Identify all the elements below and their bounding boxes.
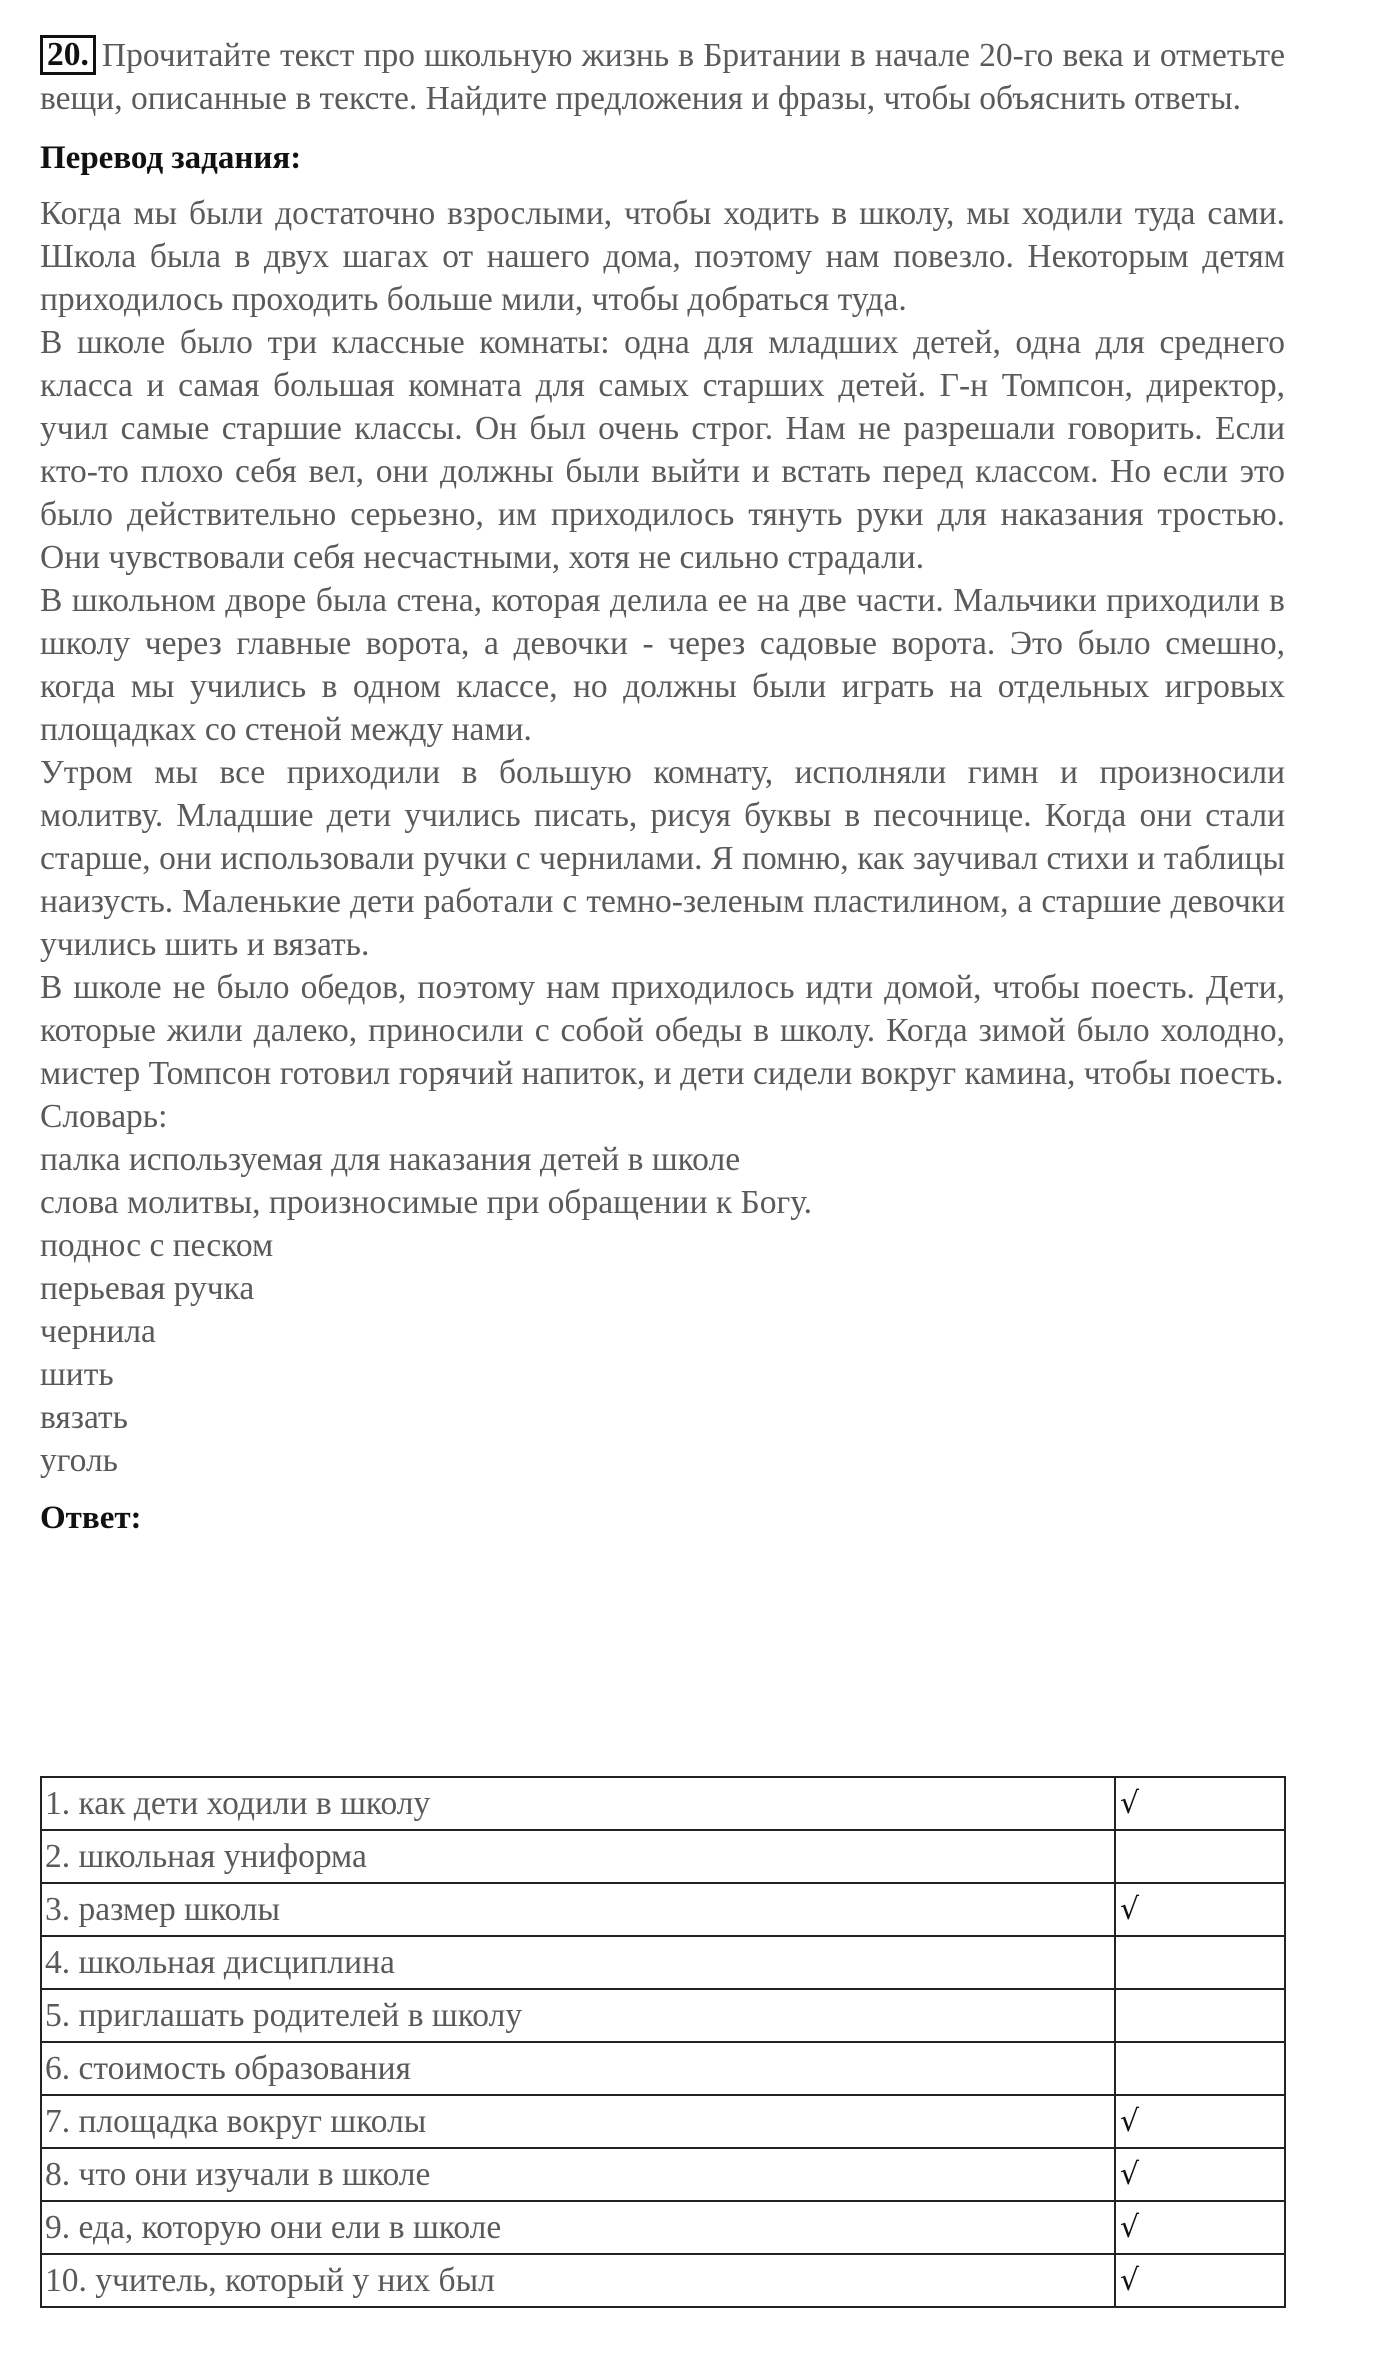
answer-text: 5. приглашать родителей в школу xyxy=(41,1989,1115,2042)
vocabulary-item: поднос с песком xyxy=(40,1227,274,1264)
answer-text: 1. как дети ходили в школу xyxy=(41,1777,1115,1830)
table-row xyxy=(41,1936,1285,1989)
vocabulary-item: шить xyxy=(40,1356,114,1393)
vocabulary-item: слова молитвы, произносимые при обращении к Богу. xyxy=(40,1184,813,1221)
answer-check-mark: √ xyxy=(1115,2201,1285,2254)
translation-text xyxy=(40,192,1285,1095)
paragraph: В школе было три классные комнаты: одна для младших детей, одна для среднего класса и самая большая комната для самых старших детей. Г-н Томпсон, директор, учил самые старшие классы. Он был очень строг. Нам не разрешали говорить. Если кто-то плохо себя вел, они должны были выйти и встать перед классом. Но если это было действительно серьезно, им приходилось тянуть руки для наказания тростью. Они чувствовали себя несчастными, хотя не сильно страдали. xyxy=(40,324,1285,576)
paragraph: В школе не было обедов, поэтому нам приходилось идти домой, чтобы поесть. Дети, которые жили далеко, приносили с собой обеды в школу. Когда зимой было холодно, мистер Томпсон готовил горячий напиток, и дети сидели вокруг камина, чтобы поесть. xyxy=(40,969,1285,1092)
vocabulary-item: палка используемая для наказания детей в школе xyxy=(40,1141,741,1178)
table-row xyxy=(41,1777,1285,1830)
vocabulary xyxy=(40,1095,1285,1482)
answer-text: 6. стоимость образования xyxy=(41,2042,1115,2095)
answer-text: 10. учитель, который у них был xyxy=(41,2254,1115,2307)
answer-check-mark: √ xyxy=(1115,1883,1285,1936)
answer-text: 7. площадка вокруг школы xyxy=(41,2095,1115,2148)
table-row xyxy=(41,1830,1285,1883)
task-header xyxy=(40,34,1285,120)
answer-text: 8. что они изучали в школе xyxy=(41,2148,1115,2201)
answer-check-mark xyxy=(1115,1989,1285,2042)
table-row xyxy=(41,1989,1285,2042)
table-row xyxy=(41,2148,1285,2201)
answer-check-mark: √ xyxy=(1115,1777,1285,1830)
answer-text: 9. еда, которую они ели в школе xyxy=(41,2201,1115,2254)
vocabulary-title: Словарь: xyxy=(40,1098,168,1135)
table-row xyxy=(41,2042,1285,2095)
answer-check-mark: √ xyxy=(1115,2254,1285,2307)
table-row xyxy=(41,1883,1285,1936)
paragraph: Когда мы были достаточно взрослыми, чтобы ходить в школу, мы ходили туда сами. Школа была в двух шагах от нашего дома, поэтому нам повезло. Некоторым детям приходилось проходить больше мили, чтобы добраться туда. xyxy=(40,195,1285,318)
answer-text: 4. школьная дисциплина xyxy=(41,1936,1115,1989)
answer-check-mark xyxy=(1115,1936,1285,1989)
answer-check-mark xyxy=(1115,2042,1285,2095)
task-number: 20. xyxy=(40,35,96,75)
task-instruction: Прочитайте текст про школьную жизнь в Британии в начале 20-го века и отметьте вещи, описанные в тексте. Найдите предложения и фразы, чтобы объяснить ответы. xyxy=(40,37,1285,117)
answer-check-mark xyxy=(1115,1830,1285,1883)
answers-table xyxy=(40,1776,1286,2308)
table-row xyxy=(41,2254,1285,2307)
table-row xyxy=(41,2201,1285,2254)
paragraph: Утром мы все приходили в большую комнату, исполняли гимн и произносили молитву. Младшие дети учились писать, рисуя буквы в песочнице. Когда они стали старше, они использовали ручки с чернилами. Я помню, как заучивал стихи и таблицы наизусть. Маленькие дети работали с темно-зеленым пластилином, а старшие девочки учились шить и вязать. xyxy=(40,754,1285,963)
answer-check-mark: √ xyxy=(1115,2095,1285,2148)
vocabulary-item: чернила xyxy=(40,1313,156,1350)
paragraph: В школьном дворе была стена, которая делила ее на две части. Мальчики приходили в школу через главные ворота, а девочки - через садовые ворота. Это было смешно, когда мы учились в одном классе, но должны были играть на отдельных игровых площадках со стеной между нами. xyxy=(40,582,1285,748)
vocabulary-item: вязать xyxy=(40,1399,128,1436)
answer-check-mark: √ xyxy=(1115,2148,1285,2201)
translation-title: Перевод задания: xyxy=(40,140,302,176)
vocabulary-item: уголь xyxy=(40,1442,118,1479)
answer-title: Ответ: xyxy=(40,1500,142,1536)
document-page xyxy=(40,34,1285,1538)
vocabulary-item: перьевая ручка xyxy=(40,1270,255,1307)
answer-text: 3. размер школы xyxy=(41,1883,1115,1936)
table-row xyxy=(41,2095,1285,2148)
answer-text: 2. школьная униформа xyxy=(41,1830,1115,1883)
